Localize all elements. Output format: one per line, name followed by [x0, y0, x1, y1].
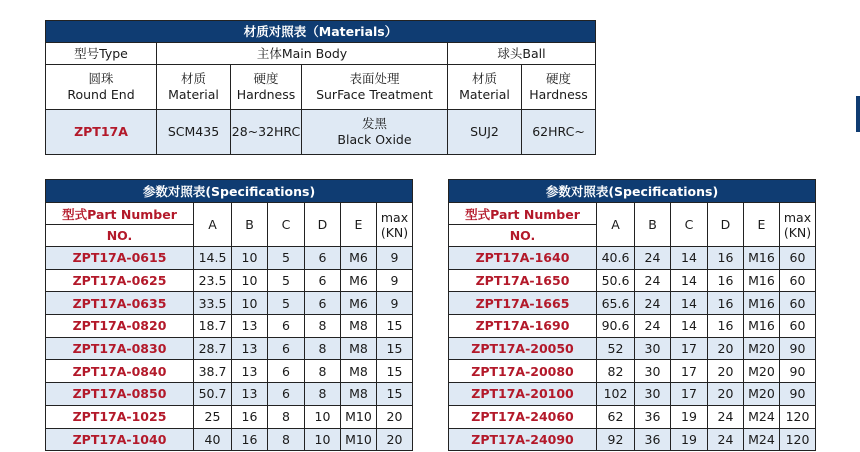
part-number-cell: ZPT17A-0820	[46, 315, 194, 338]
specifications-table-left	[45, 179, 413, 451]
value-cell: 60	[780, 269, 816, 292]
part-number-cell: ZPT17A-24060	[449, 405, 597, 428]
value-cell: 14	[671, 269, 708, 292]
value-cell: M20	[744, 383, 780, 406]
value-cell: 6	[268, 315, 305, 338]
material-row-ball-material: SUJ2	[448, 110, 522, 155]
value-cell: 24	[708, 428, 744, 451]
value-cell: M16	[744, 269, 780, 292]
table-row	[46, 269, 413, 292]
table-row	[46, 383, 413, 406]
spec-right-no-label: NO.	[449, 225, 597, 247]
value-cell: 120	[780, 428, 816, 451]
table-row	[449, 360, 816, 383]
value-cell: 17	[671, 360, 708, 383]
value-cell: M20	[744, 360, 780, 383]
main-material-label: 材质 Material	[157, 65, 231, 110]
value-cell: 6	[268, 337, 305, 360]
value-cell: M8	[341, 315, 377, 338]
side-accent-bar	[856, 96, 860, 132]
ball-material-label: 材质 Material	[448, 65, 522, 110]
value-cell: 36	[635, 428, 671, 451]
value-cell: 18.7	[194, 315, 232, 338]
table-row	[449, 428, 816, 451]
value-cell: 19	[671, 405, 708, 428]
value-cell: 30	[635, 360, 671, 383]
value-cell: 36	[635, 405, 671, 428]
part-number-cell: ZPT17A-0635	[46, 292, 194, 315]
value-cell: 16	[708, 315, 744, 338]
value-cell: 25	[194, 405, 232, 428]
spec-right-col-max: max (KN)	[780, 203, 816, 247]
spec-left-part-number-label: 型式Part Number	[46, 203, 194, 225]
value-cell: 30	[635, 337, 671, 360]
materials-table	[45, 20, 596, 155]
spec-left-col-a: A	[194, 203, 232, 247]
value-cell: 90	[780, 383, 816, 406]
table-row	[46, 247, 413, 270]
value-cell: 5	[268, 292, 305, 315]
value-cell: 33.5	[194, 292, 232, 315]
value-cell: 10	[232, 292, 268, 315]
spec-left-col-e: E	[341, 203, 377, 247]
value-cell: 38.7	[194, 360, 232, 383]
value-cell: 20	[377, 428, 413, 451]
value-cell: 10	[305, 428, 341, 451]
spec-right-col-c: C	[671, 203, 708, 247]
value-cell: 92	[597, 428, 635, 451]
value-cell: 13	[232, 383, 268, 406]
value-cell: 8	[268, 405, 305, 428]
type-label: 型号Type	[46, 43, 157, 65]
value-cell: 19	[671, 428, 708, 451]
table-row	[46, 292, 413, 315]
value-cell: 60	[780, 315, 816, 338]
spec-right-col-e: E	[744, 203, 780, 247]
part-number-cell: ZPT17A-1650	[449, 269, 597, 292]
table-row	[449, 337, 816, 360]
part-number-cell: ZPT17A-1040	[46, 428, 194, 451]
value-cell: M8	[341, 337, 377, 360]
round-end-label: 圆珠 Round End	[46, 65, 157, 110]
value-cell: M10	[341, 428, 377, 451]
value-cell: 20	[708, 337, 744, 360]
value-cell: 6	[305, 292, 341, 315]
part-number-cell: ZPT17A-1640	[449, 247, 597, 270]
value-cell: 15	[377, 337, 413, 360]
value-cell: M6	[341, 269, 377, 292]
value-cell: M24	[744, 428, 780, 451]
table-row	[46, 360, 413, 383]
value-cell: 9	[377, 247, 413, 270]
specifications-table-right	[448, 179, 816, 451]
value-cell: 17	[671, 337, 708, 360]
value-cell: 5	[268, 269, 305, 292]
part-number-cell: ZPT17A-20050	[449, 337, 597, 360]
value-cell: 15	[377, 315, 413, 338]
value-cell: M20	[744, 337, 780, 360]
part-number-cell: ZPT17A-0840	[46, 360, 194, 383]
table-row	[449, 292, 816, 315]
surface-treatment-label: 表面处理 SurFace Treatment	[302, 65, 448, 110]
value-cell: 10	[305, 405, 341, 428]
value-cell: 52	[597, 337, 635, 360]
part-number-cell: ZPT17A-0850	[46, 383, 194, 406]
material-row-material: SCM435	[157, 110, 231, 155]
value-cell: 13	[232, 360, 268, 383]
value-cell: 16	[232, 405, 268, 428]
spec-left-col-b: B	[232, 203, 268, 247]
value-cell: 30	[635, 383, 671, 406]
value-cell: 17	[671, 383, 708, 406]
spec-left-col-c: C	[268, 203, 305, 247]
value-cell: 50.7	[194, 383, 232, 406]
value-cell: 24	[708, 405, 744, 428]
value-cell: 60	[780, 292, 816, 315]
material-row-surface: 发黑 Black Oxide	[302, 110, 448, 155]
main-body-label: 主体Main Body	[157, 43, 448, 65]
value-cell: 120	[780, 405, 816, 428]
value-cell: M16	[744, 247, 780, 270]
value-cell: 10	[232, 247, 268, 270]
value-cell: 14	[671, 315, 708, 338]
value-cell: 8	[268, 428, 305, 451]
value-cell: 102	[597, 383, 635, 406]
value-cell: 16	[708, 292, 744, 315]
table-row	[449, 383, 816, 406]
table-row	[46, 337, 413, 360]
value-cell: 13	[232, 337, 268, 360]
part-number-cell: ZPT17A-0615	[46, 247, 194, 270]
value-cell: M24	[744, 405, 780, 428]
spec-right-col-a: A	[597, 203, 635, 247]
value-cell: 23.5	[194, 269, 232, 292]
value-cell: 60	[780, 247, 816, 270]
value-cell: 24	[635, 292, 671, 315]
value-cell: 14	[671, 247, 708, 270]
ball-hardness-label: 硬度 Hardness	[522, 65, 596, 110]
value-cell: 40.6	[597, 247, 635, 270]
main-hardness-label: 硬度 Hardness	[231, 65, 302, 110]
value-cell: 90.6	[597, 315, 635, 338]
table-row	[449, 269, 816, 292]
value-cell: 15	[377, 383, 413, 406]
value-cell: 15	[377, 360, 413, 383]
value-cell: 9	[377, 269, 413, 292]
value-cell: M8	[341, 383, 377, 406]
spec-left-title: 参数对照表(Specifications)	[46, 180, 413, 203]
spec-right-title: 参数对照表(Specifications)	[449, 180, 816, 203]
value-cell: M6	[341, 292, 377, 315]
value-cell: 8	[305, 337, 341, 360]
value-cell: 65.6	[597, 292, 635, 315]
value-cell: 82	[597, 360, 635, 383]
part-number-cell: ZPT17A-20080	[449, 360, 597, 383]
value-cell: 16	[708, 247, 744, 270]
value-cell: 6	[305, 269, 341, 292]
value-cell: 10	[232, 269, 268, 292]
material-row-ball-hardness: 62HRC~	[522, 110, 596, 155]
part-number-cell: ZPT17A-20100	[449, 383, 597, 406]
value-cell: 14.5	[194, 247, 232, 270]
materials-title: 材质对照表（Materials）	[46, 21, 596, 43]
value-cell: 9	[377, 292, 413, 315]
value-cell: 6	[268, 383, 305, 406]
part-number-cell: ZPT17A-24090	[449, 428, 597, 451]
value-cell: 20	[708, 360, 744, 383]
value-cell: 28.7	[194, 337, 232, 360]
value-cell: 90	[780, 360, 816, 383]
part-number-cell: ZPT17A-1665	[449, 292, 597, 315]
ball-label: 球头Ball	[448, 43, 596, 65]
value-cell: 24	[635, 269, 671, 292]
value-cell: 6	[305, 247, 341, 270]
value-cell: 16	[232, 428, 268, 451]
value-cell: 90	[780, 337, 816, 360]
value-cell: 62	[597, 405, 635, 428]
value-cell: 8	[305, 315, 341, 338]
value-cell: M16	[744, 292, 780, 315]
spec-right-col-d: D	[708, 203, 744, 247]
table-row	[46, 405, 413, 428]
value-cell: 20	[708, 383, 744, 406]
value-cell: 20	[377, 405, 413, 428]
value-cell: 24	[635, 247, 671, 270]
material-row-hardness: 28~32HRC	[231, 110, 302, 155]
table-row	[46, 315, 413, 338]
spec-left-col-max: max (KN)	[377, 203, 413, 247]
table-row	[46, 428, 413, 451]
table-row	[449, 405, 816, 428]
value-cell: M16	[744, 315, 780, 338]
value-cell: 13	[232, 315, 268, 338]
value-cell: 50.6	[597, 269, 635, 292]
material-row-model: ZPT17A	[46, 110, 157, 155]
value-cell: M8	[341, 360, 377, 383]
value-cell: 5	[268, 247, 305, 270]
table-row	[449, 247, 816, 270]
value-cell: M6	[341, 247, 377, 270]
value-cell: 40	[194, 428, 232, 451]
part-number-cell: ZPT17A-1690	[449, 315, 597, 338]
spec-right-part-number-label: 型式Part Number	[449, 203, 597, 225]
value-cell: 6	[268, 360, 305, 383]
table-row	[449, 315, 816, 338]
value-cell: 8	[305, 360, 341, 383]
value-cell: 8	[305, 383, 341, 406]
value-cell: 16	[708, 269, 744, 292]
spec-left-no-label: NO.	[46, 225, 194, 247]
part-number-cell: ZPT17A-0625	[46, 269, 194, 292]
value-cell: M10	[341, 405, 377, 428]
value-cell: 14	[671, 292, 708, 315]
part-number-cell: ZPT17A-1025	[46, 405, 194, 428]
spec-right-col-b: B	[635, 203, 671, 247]
value-cell: 24	[635, 315, 671, 338]
spec-left-col-d: D	[305, 203, 341, 247]
part-number-cell: ZPT17A-0830	[46, 337, 194, 360]
